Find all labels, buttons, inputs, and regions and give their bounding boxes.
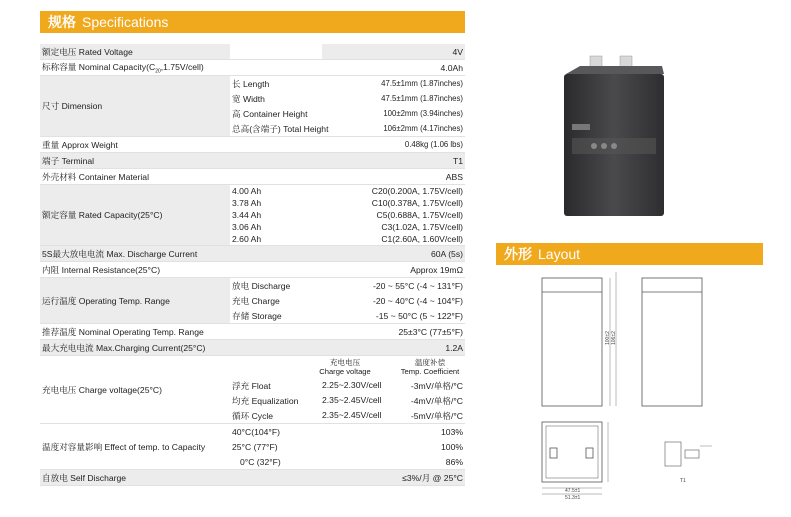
row-rated-voltage (40, 44, 465, 60)
layout-drawings (530, 270, 770, 500)
dimension-label: 尺寸 Dimension (40, 76, 230, 137)
charge-voltage-head-cn: 充电电压 (329, 358, 361, 367)
row-internal-resistance (40, 262, 465, 278)
operating-temp-charge-value: -20 ~ 40°C (-4 ~ 104°F) (373, 295, 463, 306)
max-discharge-value: 60A (5s) (322, 246, 465, 262)
max-charging-value: 1.2A (322, 340, 465, 356)
rated-capacity-label: 额定容量 Rated Capacity(25°C) (40, 185, 230, 246)
charge-voltage-head-en: Charge voltage (319, 367, 371, 376)
nominal-capacity-label-sub: 20 (155, 68, 161, 75)
dimension-length-name: 长 Length (230, 76, 322, 92)
spec-banner-en: Specifications (82, 14, 169, 30)
nominal-capacity-label-pre: 标称容量 Nominal Capacity(C (42, 61, 156, 72)
terminal-label: 端子 Terminal (40, 153, 230, 169)
terminal-type-label: T1 (680, 478, 686, 484)
layout-banner-en: Layout (538, 246, 581, 262)
operating-temp-label: 运行温度 Operating Temp. Range (40, 278, 230, 324)
temp-effect-40-name: 40°C(104°F) (232, 426, 280, 437)
rated-capacity-c10-value: C10(0.378A, 1.75V/cell) (371, 198, 463, 208)
operating-temp-discharge-name: 放电 Discharge (232, 280, 291, 291)
nominal-capacity-label-post: ,1.75V/cell) (160, 61, 204, 72)
row-terminal (40, 153, 465, 169)
rated-capacity-c10-name: 3.78 Ah (232, 198, 262, 208)
charge-float-cv: 2.25~2.30V/cell (322, 379, 382, 390)
row-operating-temp-discharge (40, 278, 465, 294)
terminal-detail-drawing (665, 442, 712, 466)
temp-effect-25-name: 25°C (77°F) (232, 441, 278, 452)
temp-coefficient-head-en: Temp. Coefficient (400, 367, 460, 376)
charge-cycle-tc: -5mV/单格/°C (410, 410, 463, 421)
row-nominal-capacity (40, 60, 465, 76)
temp-coefficient-head-cn: 温度补偿 (414, 358, 446, 367)
row-container-material (40, 169, 465, 185)
rated-voltage-value: 4V (322, 44, 465, 60)
rated-capacity-c3-value: C3(1.02A, 1.75V/cell) (381, 222, 463, 232)
container-material-value: ABS (445, 171, 463, 182)
charge-cycle-name: 循环 Cycle (232, 410, 274, 421)
charge-equalization-name: 均充 Equalization (232, 395, 299, 406)
weight-label: 重量 Approx Weight (42, 139, 118, 150)
row-max-charging (40, 340, 465, 356)
temp-effect-0-value: 86% (445, 456, 463, 467)
self-discharge-value: ≤3%/月 @ 25°C (322, 470, 465, 486)
charge-cycle-cv: 2.35~2.45V/cell (322, 409, 382, 420)
charge-equalization-cv: 2.35~2.45V/cell (322, 394, 382, 405)
row-rated-capacity-c20 (40, 185, 465, 198)
charge-float-tc: -3mV/单格/°C (410, 380, 463, 391)
charge-equalization-tc: -4mV/单格/°C (410, 395, 463, 406)
charge-voltage-col-head (305, 358, 385, 376)
temp-effect-40-value: 103% (441, 426, 463, 437)
rated-voltage-label: 额定电压 Rated Voltage (40, 44, 230, 60)
internal-resistance-value: Approx 19mΩ (410, 264, 463, 275)
rated-capacity-c5-value: C5(0.688A, 1.75V/cell) (376, 210, 463, 220)
layout-banner-cn: 外形 (504, 246, 532, 262)
internal-resistance-label: 内阻 Internal Resistance(25°C) (42, 264, 161, 275)
rated-capacity-c3-name: 3.06 Ah (232, 222, 262, 232)
nominal-temp-label: 推荐温度 Nominal Operating Temp. Range (42, 326, 204, 337)
top-view-drawing (542, 422, 608, 494)
specifications-banner (40, 11, 465, 33)
row-charge-voltage-head (40, 356, 465, 379)
row-dimension-length (40, 76, 465, 92)
layout-banner (496, 243, 763, 265)
dimension-length-value: 47.5±1mm (1.87inches) (322, 76, 465, 92)
operating-temp-charge-name: 充电 Charge (232, 295, 280, 306)
container-material-label: 外壳材料 Container Material (42, 171, 149, 182)
temp-effect-25-value: 100% (441, 441, 463, 452)
specifications-table (40, 44, 465, 486)
self-discharge-label: 自放电 Self Discharge (40, 470, 230, 486)
width-b-label: 51.3±1 (565, 495, 581, 500)
nominal-capacity-label (40, 60, 322, 76)
rated-capacity-c1-value: C1(2.60A, 1.60V/cell) (381, 234, 463, 244)
max-charging-label: 最大充电电流 Max.Charging Current(25°C) (40, 340, 322, 356)
height-b-label: 100±2 (605, 331, 611, 345)
dimension-width-value: 47.5±1mm (1.87inches) (381, 94, 463, 103)
side-view-drawing (642, 278, 702, 406)
row-max-discharge (40, 246, 465, 262)
row-weight (40, 137, 465, 153)
dimension-total-height-name: 总高(含端子) Total Height (232, 123, 329, 134)
spec-banner-cn: 规格 (48, 14, 76, 30)
rated-capacity-c5-name: 3.44 Ah (232, 210, 262, 220)
dimension-width-name: 宽 Width (232, 93, 265, 104)
width-a-label: 47.5±1 (565, 488, 581, 494)
dimension-height-value: 100±2mm (3.94inches) (383, 109, 463, 118)
rated-capacity-c20-name: 4.00 Ah (232, 186, 262, 196)
battery-photo (560, 52, 672, 222)
terminal-value: T1 (322, 153, 465, 169)
rated-capacity-c20-value: C20(0.200A, 1.75V/cell) (371, 186, 463, 196)
dimension-height-name: 高 Container Height (232, 108, 308, 119)
temp-coefficient-col-head (395, 358, 465, 376)
weight-value: 0.48kg (1.06 lbs) (404, 140, 463, 149)
max-discharge-label: 5S最大放电电流 Max. Discharge Current (40, 246, 322, 262)
operating-temp-storage-value: -15 ~ 50°C (5 ~ 122°F) (375, 310, 463, 321)
charge-float-name: 浮充 Float (232, 380, 271, 391)
rated-capacity-c1-name: 2.60 Ah (232, 234, 262, 244)
operating-temp-storage-name: 存储 Storage (232, 310, 282, 321)
temp-effect-label: 温度对容量影响 Effect of temp. to Capacity (42, 441, 206, 452)
operating-temp-discharge-value: -20 ~ 55°C (-4 ~ 131°F) (373, 280, 463, 291)
height-a-label: 106±2 (611, 331, 617, 345)
row-temp-effect-40 (40, 424, 465, 440)
temp-effect-0-name: 0°C (32°F) (240, 456, 281, 467)
row-self-discharge (40, 470, 465, 486)
nominal-temp-value: 25±3°C (77±5°F) (398, 326, 463, 337)
dimension-total-height-value: 106±2mm (4.17inches) (383, 124, 463, 133)
charge-voltage-label: 充电电压 Charge voltage(25°C) (42, 384, 162, 395)
row-nominal-temp (40, 324, 465, 340)
nominal-capacity-value: 4.0Ah (440, 62, 463, 73)
